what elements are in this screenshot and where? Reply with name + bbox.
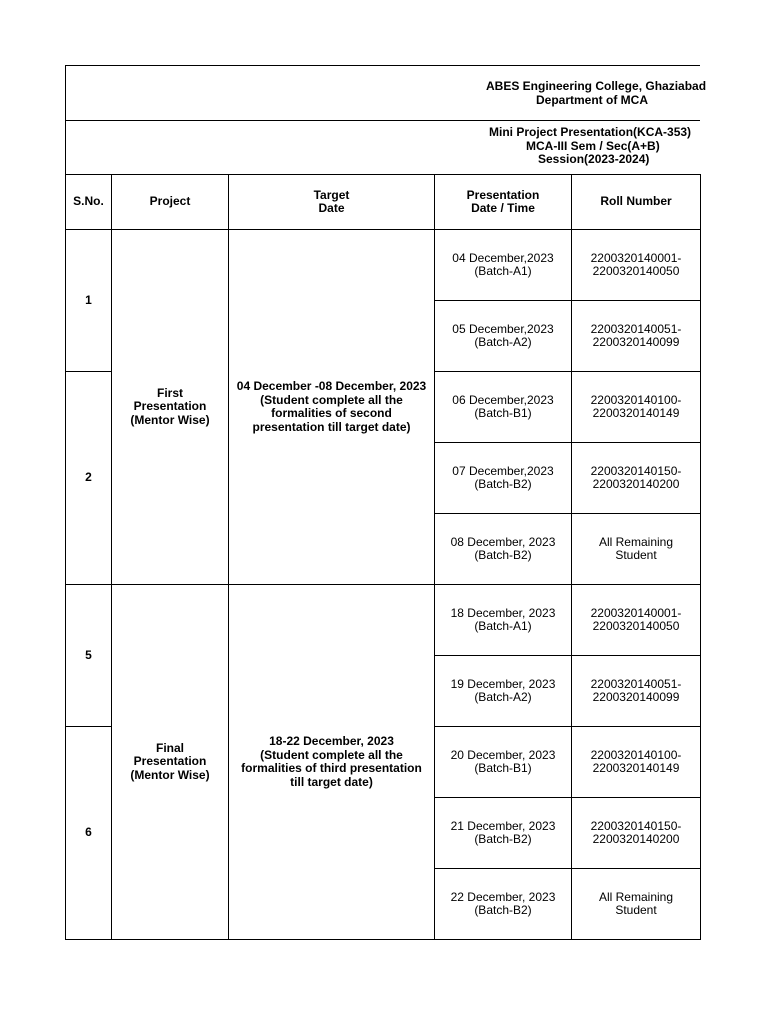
- presentation-date-cell: 19 December, 2023 (Batch-A2): [435, 656, 572, 727]
- presentation-date-cell: 07 December,2023 (Batch-B2): [435, 443, 572, 514]
- presentation-date-cell: 04 December,2023 (Batch-A1): [435, 230, 572, 301]
- target-date-cell: 04 December -08 December, 2023 (Student complete all the formalities of second presentation till target date): [229, 230, 435, 585]
- sno-cell: 6: [66, 727, 112, 940]
- sno-cell: 1: [66, 230, 112, 372]
- roll-number-cell: 2200320140150- 2200320140200: [572, 798, 701, 869]
- col-roll-number: Roll Number: [572, 175, 701, 230]
- presentation-date-cell: 22 December, 2023 (Batch-B2): [435, 869, 572, 940]
- presentation-date-cell: 21 December, 2023 (Batch-B2): [435, 798, 572, 869]
- session: Session(2023-2024): [538, 152, 650, 166]
- presentation-date-cell: 18 December, 2023 (Batch-A1): [435, 585, 572, 656]
- college-name: ABES Engineering College, Ghaziabad: [486, 79, 707, 93]
- table-row: [66, 585, 701, 656]
- roll-number-cell: 2200320140150- 2200320140200: [572, 443, 701, 514]
- col-presentation-date: Presentation Date / Time: [435, 175, 572, 230]
- project-cell: First Presentation (Mentor Wise): [112, 230, 229, 585]
- roll-number-cell: 2200320140051- 2200320140099: [572, 656, 701, 727]
- col-project: Project: [112, 175, 229, 230]
- project-cell: Final Presentation (Mentor Wise): [112, 585, 229, 940]
- presentation-date-cell: 06 December,2023 (Batch-B1): [435, 372, 572, 443]
- roll-number-cell: 2200320140100- 2200320140149: [572, 372, 701, 443]
- roll-number-cell: 2200320140051- 2200320140099: [572, 301, 701, 372]
- schedule-sheet: [65, 65, 707, 940]
- sno-cell: 5: [66, 585, 112, 727]
- target-date-cell: 18-22 December, 2023 (Student complete all the formalities of third presentation till target date): [229, 585, 435, 940]
- presentation-date-cell: 20 December, 2023 (Batch-B1): [435, 727, 572, 798]
- semester-section: MCA-III Sem / Sec(A+B): [526, 138, 660, 153]
- schedule-table: [65, 174, 701, 940]
- course-title: Mini Project Presentation(KCA-353): [489, 125, 692, 139]
- roll-number-cell: 2200320140001- 2200320140050: [572, 585, 701, 656]
- course-header: [65, 120, 700, 175]
- roll-number-cell: 2200320140100- 2200320140149: [572, 727, 701, 798]
- college-header: [65, 65, 707, 121]
- presentation-date-cell: 08 December, 2023 (Batch-B2): [435, 514, 572, 585]
- roll-number-cell: All Remaining Student: [572, 514, 701, 585]
- department-name: Department of MCA: [536, 92, 649, 107]
- table-row: [66, 230, 701, 301]
- presentation-date-cell: 05 December,2023 (Batch-A2): [435, 301, 572, 372]
- col-sno: S.No.: [66, 175, 112, 230]
- col-target-date: Target Date: [229, 175, 435, 230]
- table-header-row: [66, 175, 701, 230]
- roll-number-cell: All Remaining Student: [572, 869, 701, 940]
- sno-cell: 2: [66, 372, 112, 585]
- roll-number-cell: 2200320140001- 2200320140050: [572, 230, 701, 301]
